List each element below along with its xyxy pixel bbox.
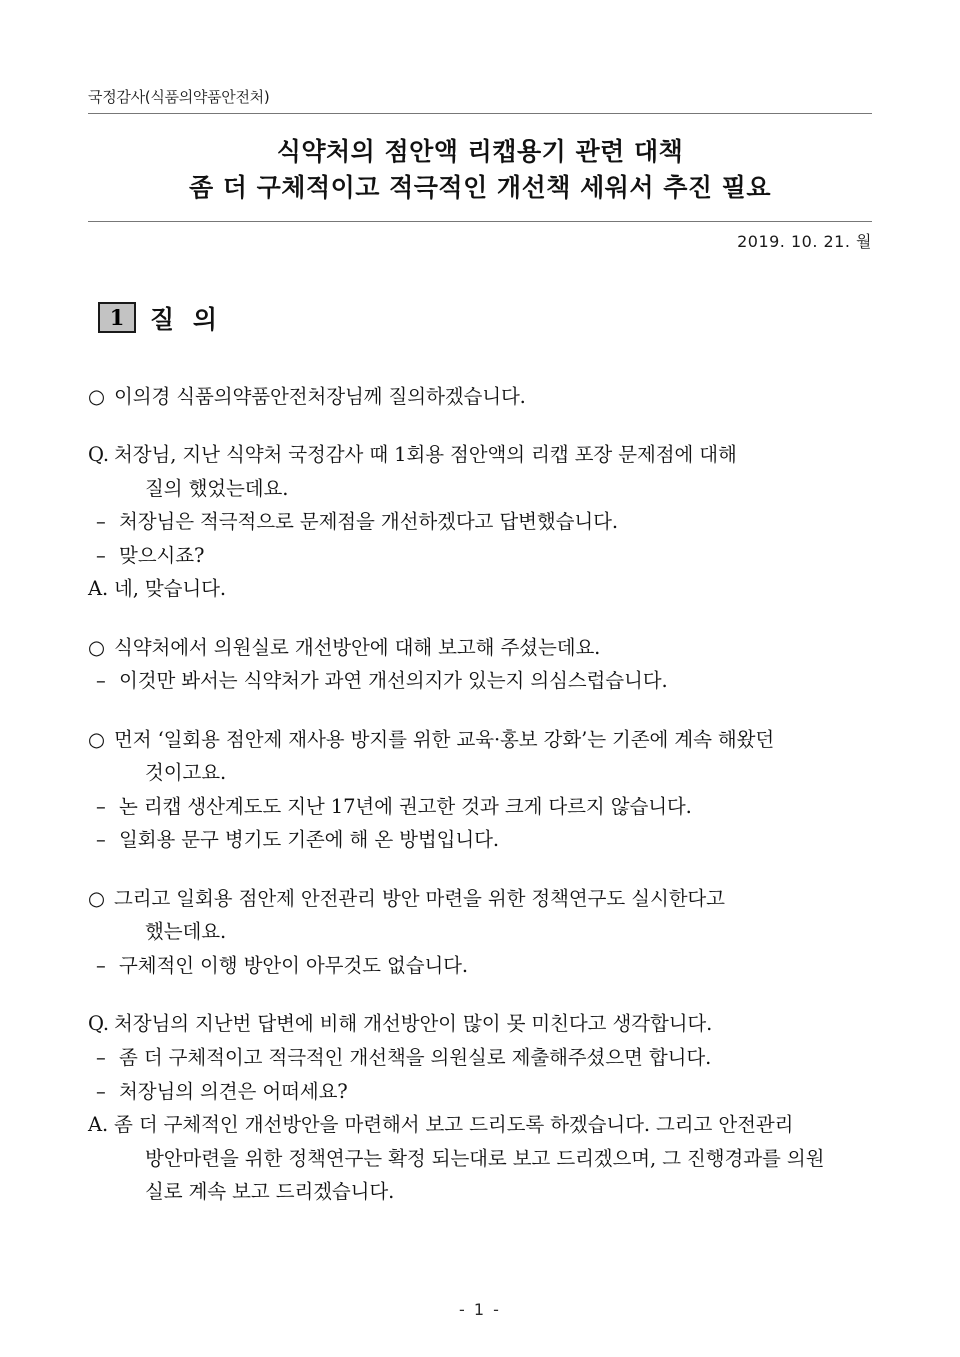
body-line-text: 것이고요.	[145, 761, 227, 785]
body-line	[88, 756, 872, 790]
body-line-text: 이것만 봐서는 식약처가 과연 개선의지가 있는지 의심스럽습니다.	[119, 669, 668, 693]
body-line-text: 처장님의 의견은 어떠세요?	[119, 1079, 348, 1103]
document-header	[88, 0, 872, 107]
body-line	[88, 505, 872, 539]
body-line-text: 방안마련을 위한 정책연구는 확정 되는대로 보고 드리겠으며, 그 진행경과를 의원	[145, 1146, 825, 1170]
body-line-text: 일회용 문구 병기도 기존에 해 온 방법입니다.	[119, 828, 499, 852]
body-line	[88, 915, 872, 949]
body-line	[88, 572, 872, 606]
body-line	[88, 1075, 872, 1109]
body-line	[88, 472, 872, 506]
paragraph-group	[88, 631, 872, 698]
line-marker-circle-icon: ○	[88, 635, 105, 659]
line-marker-dash-icon: –	[96, 1046, 106, 1069]
body-line-text: 처장님, 지난 식약처 국정감사 때 1회용 점안액의 리캡 포장 문제점에 대해	[114, 443, 737, 467]
body-line-text: 실로 계속 보고 드리겠습니다.	[145, 1180, 395, 1204]
line-marker-circle-icon: ○	[88, 384, 105, 408]
line-marker-circle-icon: ○	[88, 886, 105, 910]
document-title	[88, 122, 872, 221]
line-marker-circle-icon: ○	[88, 727, 105, 751]
body-line-text: 그리고 일회용 점안제 안전관리 방안 마련을 위한 정책연구도 실시한다고	[114, 886, 725, 910]
body-line	[88, 380, 872, 414]
body-line-text: 이의경 식품의약품안전처장님께 질의하겠습니다.	[114, 384, 526, 408]
body-line	[88, 664, 872, 698]
line-marker-a-icon: A.	[88, 1113, 109, 1137]
body-line	[88, 1108, 872, 1142]
line-marker-dash-icon: –	[96, 794, 106, 818]
body-line-text: 네, 맞습니다.	[114, 577, 226, 601]
paragraph-group	[88, 1007, 872, 1208]
body-line-text: 처장님은 적극적으로 문제점을 개선하겠다고 답변했습니다.	[119, 510, 618, 534]
body-line	[88, 1041, 872, 1075]
body-line-text: 좀 더 구체적이고 적극적인 개선책을 의원실로 제출해주셨으면 합니다.	[119, 1046, 712, 1069]
section-heading	[98, 300, 872, 336]
body-line-text: 논 리캡 생산계도도 지난 17년에 권고한 것과 크게 다르지 않습니다.	[119, 794, 692, 818]
title-line-2: 좀 더 구체적이고 적극적인 개선책 세워서 추진 필요	[188, 173, 772, 203]
body-line-text: 했는데요.	[145, 920, 227, 944]
line-marker-dash-icon: –	[96, 510, 106, 534]
paragraph-group	[88, 723, 872, 857]
body-line	[88, 1175, 872, 1209]
line-marker-dash-icon: –	[96, 1079, 106, 1103]
page-footer: - 1 -	[459, 1300, 501, 1319]
line-marker-dash-icon: –	[96, 953, 106, 977]
section-number-box: 1	[98, 302, 136, 333]
line-marker-q-icon: Q.	[88, 443, 110, 467]
body-line-text: 식약처에서 의원실로 개선방안에 대해 보고해 주셨는데요.	[114, 635, 601, 659]
body-line	[88, 882, 872, 916]
line-marker-dash-icon: –	[96, 669, 106, 693]
section-title: 질 의	[150, 304, 223, 334]
paragraph-group	[88, 882, 872, 983]
paragraph-group	[88, 438, 872, 606]
line-marker-a-icon: A.	[88, 577, 109, 601]
body-line-text: 처장님의 지난번 답변에 비해 개선방안이 많이 못 미친다고 생각합니다.	[114, 1012, 713, 1036]
line-marker-q-icon: Q.	[88, 1012, 110, 1036]
body-line	[88, 949, 872, 983]
document-date: 2019. 10. 21. 월	[737, 231, 872, 251]
line-marker-dash-icon: –	[96, 828, 106, 852]
body-line	[88, 723, 872, 757]
body-line	[88, 1142, 872, 1176]
line-marker-dash-icon: –	[96, 543, 106, 567]
body-line-text: 좀 더 구체적인 개선방안을 마련해서 보고 드리도록 하겠습니다. 그리고 안전관리	[114, 1113, 794, 1137]
paragraph-group	[88, 380, 872, 414]
body-line	[88, 823, 872, 857]
document-body	[88, 380, 872, 1209]
body-line	[88, 631, 872, 665]
body-line	[88, 539, 872, 573]
body-line	[88, 790, 872, 824]
body-line-text: 질의 했었는데요.	[145, 476, 289, 500]
body-line	[88, 438, 872, 472]
header-label: 국정감사(식품의약품안전처)	[88, 88, 270, 106]
header-divider	[88, 113, 872, 114]
body-line	[88, 1007, 872, 1041]
title-line-1: 식약처의 점안액 리캡용기 관련 대책	[276, 137, 684, 166]
body-line-text: 맞으시죠?	[119, 543, 205, 567]
body-line-text: 구체적인 이행 방안이 아무것도 없습니다.	[119, 953, 469, 977]
body-line-text: 먼저 ‘일회용 점안제 재사용 방지를 위한 교육·홍보 강화’는 기존에 계속 해왔던	[114, 727, 775, 751]
